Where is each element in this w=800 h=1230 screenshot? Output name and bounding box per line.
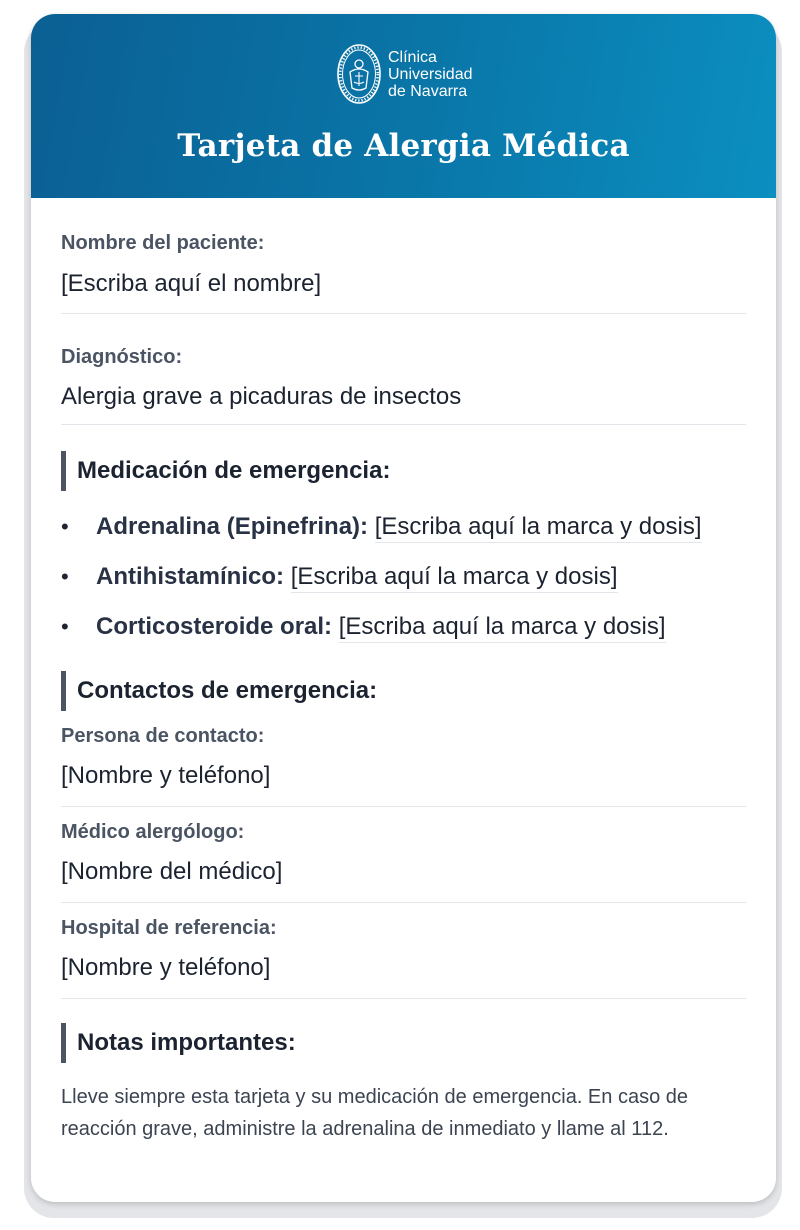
allergy-card <box>31 14 776 1202</box>
medication-dose[interactable]: [Escriba aquí la marca y dosis] <box>375 513 702 543</box>
hospital-value[interactable]: [Nombre y teléfono] <box>61 954 271 981</box>
medication-item-adrenaline <box>61 505 746 555</box>
medication-list <box>61 505 746 655</box>
medication-item-corticosteroid <box>61 605 746 655</box>
medication-name: Corticosteroide oral: <box>96 613 333 640</box>
clinic-name-line-3: de Navarra <box>388 82 468 100</box>
clinic-name <box>388 49 472 100</box>
bullet: • <box>61 614 69 639</box>
notes-text: Lleve siempre esta tarjeta y su medicación de emergencia. En caso de reacción grave, administre la adrenalina de inmediato y llame al 112. <box>61 1086 689 1140</box>
card-header <box>31 14 776 198</box>
clinic-name-line-2: Universidad <box>388 65 473 83</box>
allergist-field <box>61 807 746 903</box>
diagnosis-label: Diagnóstico: <box>61 346 183 368</box>
medication-item-antihistamine <box>61 555 746 605</box>
hospital-field <box>61 903 746 999</box>
clinic-name-line-1: Clínica <box>388 48 437 66</box>
medication-heading: Medicación de emergencia: <box>61 451 746 491</box>
patient-name-value[interactable]: [Escriba aquí el nombre] <box>61 270 322 297</box>
card-body <box>31 198 776 1145</box>
contact-person-field <box>61 711 746 807</box>
notes-heading: Notas importantes: <box>61 1023 746 1063</box>
clinic-logo <box>336 42 472 106</box>
contact-person-value[interactable]: [Nombre y teléfono] <box>61 762 271 789</box>
medication-dose[interactable]: [Escriba aquí la marca y dosis] <box>339 613 666 643</box>
patient-name-field <box>61 198 746 314</box>
allergist-label: Médico alergólogo: <box>61 821 245 843</box>
bullet: • <box>61 564 69 589</box>
card-title: Tarjeta de Alergia Médica <box>177 128 630 164</box>
contacts-heading: Contactos de emergencia: <box>61 671 746 711</box>
medication-name: Antihistamínico: <box>96 563 285 590</box>
medication-name: Adrenalina (Epinefrina): <box>96 513 369 540</box>
patient-name-label: Nombre del paciente: <box>61 232 265 254</box>
hospital-label: Hospital de referencia: <box>61 917 277 939</box>
diagnosis-value[interactable]: Alergia grave a picaduras de insectos <box>61 383 462 410</box>
diagnosis-field <box>61 314 746 425</box>
contact-person-label: Persona de contacto: <box>61 725 265 747</box>
allergist-value[interactable]: [Nombre del médico] <box>61 858 283 885</box>
medication-dose[interactable]: [Escriba aquí la marca y dosis] <box>291 563 618 593</box>
university-seal-icon <box>336 42 382 106</box>
bullet: • <box>61 514 69 539</box>
